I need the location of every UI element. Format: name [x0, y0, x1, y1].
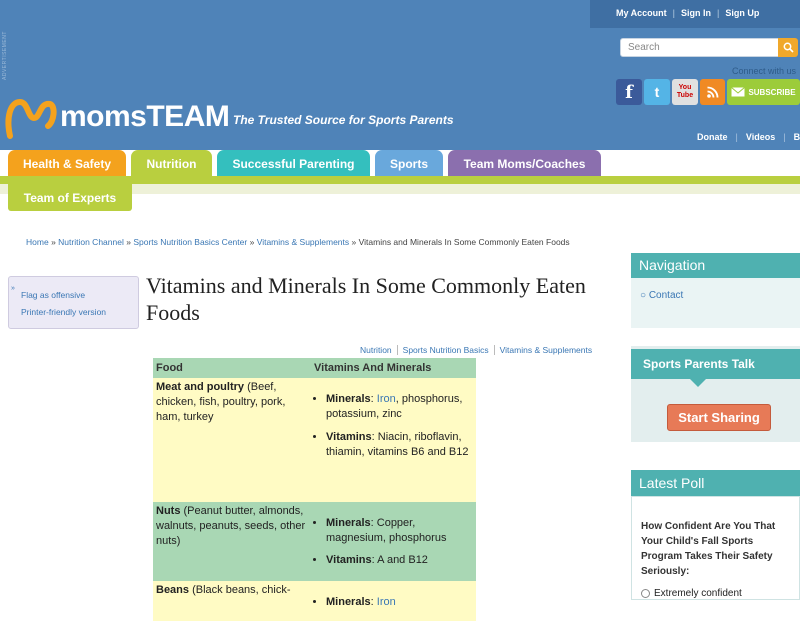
separator: |: [717, 8, 720, 18]
vitamins-label: Vitamins: [326, 431, 372, 443]
poll-radio[interactable]: [641, 589, 650, 598]
navigation-block: [631, 278, 800, 328]
rss-icon[interactable]: [700, 79, 725, 105]
tag-vitamins-supplements[interactable]: Vitamins & Supplements: [494, 345, 597, 355]
connect-label: Connect with us: [732, 66, 797, 76]
separator: |: [735, 132, 738, 142]
twitter-icon[interactable]: t: [644, 79, 670, 105]
article-tags: [355, 345, 597, 355]
nav-contact-link[interactable]: ○ Contact: [640, 290, 684, 301]
nav-contact-label: Contact: [648, 290, 684, 301]
envelope-icon: [731, 87, 745, 97]
sports-parents-talk-heading: Sports Parents Talk: [631, 349, 800, 379]
minerals-values: , phosphorus, potassium, zinc: [326, 393, 463, 420]
minerals-label: Minerals: [326, 393, 371, 405]
heading-pointer: [690, 379, 706, 387]
breadcrumb: [26, 237, 570, 247]
list-item: [326, 516, 476, 546]
logo-wordmark: [60, 100, 229, 134]
breadcrumb-separator: »: [351, 237, 357, 247]
poll-question: How Confident Are You That Your Child's Fall Sports Program Takes Their Safety Seriously:: [641, 521, 776, 577]
tab-nutrition[interactable]: Nutrition: [131, 150, 212, 178]
start-sharing-button[interactable]: Start Sharing: [667, 404, 771, 431]
column-header-vitamins: Vitamins And Minerals: [314, 362, 432, 374]
minerals-label: Minerals: [326, 596, 371, 608]
table-row: [153, 502, 476, 581]
my-account-link[interactable]: My Account: [616, 8, 667, 18]
facebook-icon[interactable]: f: [616, 79, 642, 105]
nutrients-cell: [314, 378, 476, 502]
vitamins-label: Vitamins: [326, 554, 372, 566]
printer-friendly-link[interactable]: Printer-friendly version: [21, 307, 107, 317]
latest-poll-heading: Latest Poll: [631, 470, 800, 496]
breadcrumb-separator: »: [126, 237, 131, 247]
navigation-heading: Navigation: [631, 253, 800, 278]
food-cell: [153, 502, 314, 581]
food-name: Meat and poultry: [156, 381, 245, 393]
vitamins-values: : A and B12: [371, 554, 428, 566]
site-logo[interactable]: [4, 96, 229, 138]
nutrients-list: [314, 516, 476, 568]
account-links: [616, 8, 759, 18]
table-header-row: [153, 358, 476, 378]
rss-glyph: [706, 85, 720, 99]
tag-nutrition[interactable]: Nutrition: [360, 345, 392, 355]
poll-option[interactable]: [641, 588, 742, 599]
list-item: • Minerals: Iron, phosphorus, potassium, zinc: [326, 392, 476, 422]
vitamins-table: [153, 358, 476, 621]
tab-team-moms-coaches[interactable]: Team Moms/Coaches: [448, 150, 601, 178]
logo-mark: [4, 96, 58, 138]
flag-offensive-link[interactable]: Flag as offensive: [21, 290, 86, 300]
tab-team-of-experts[interactable]: Team of Experts: [8, 184, 132, 211]
breadcrumb-separator: »: [51, 237, 56, 247]
breadcrumb-home[interactable]: Home: [26, 237, 49, 247]
nutrients-cell: [314, 502, 476, 581]
breadcrumb-sports-nutrition-basics[interactable]: Sports Nutrition Basics Center: [133, 237, 248, 247]
breadcrumb-nutrition-channel[interactable]: Nutrition Channel: [58, 237, 124, 247]
food-examples: (Black beans, chick-: [189, 584, 291, 596]
nutrients-list: [314, 392, 476, 460]
table-row: [153, 378, 476, 502]
videos-link[interactable]: Videos: [745, 132, 776, 142]
search-icon: [783, 42, 794, 53]
logo-moms: moms: [60, 100, 147, 133]
tab-health-safety[interactable]: Health & Safety: [8, 150, 126, 178]
nav-bar: [0, 176, 800, 184]
breadcrumb-current: Vitamins and Minerals In Some Commonly Eaten Foods: [358, 237, 570, 247]
poll-option-label: Extremely confident: [654, 588, 742, 599]
blog-link[interactable]: Blo: [793, 132, 808, 142]
donate-link[interactable]: Donate: [697, 132, 728, 142]
food-name: Beans: [156, 584, 190, 596]
page-actions-box: [8, 276, 139, 329]
advertisement-label: ADVERTISEMENT: [2, 31, 8, 80]
search-button[interactable]: [778, 38, 798, 57]
tab-sports[interactable]: Sports: [375, 150, 443, 178]
flag-icon: »: [11, 285, 15, 292]
tag-sports-nutrition-basics[interactable]: Sports Nutrition Basics: [397, 345, 494, 355]
minerals-values: : Copper, magnesium, phosphorus: [326, 517, 447, 544]
iron-link[interactable]: Iron: [376, 596, 396, 608]
sign-up-link[interactable]: Sign Up: [725, 8, 760, 18]
food-examples: (Peanut butter, almonds, walnuts, peanuts, seeds, other nuts): [156, 505, 306, 547]
tagline: The Trusted Source for Sports Parents: [233, 113, 454, 127]
list-item: [326, 553, 476, 568]
separator: |: [783, 132, 786, 142]
tab-successful-parenting[interactable]: Successful Parenting: [217, 150, 370, 178]
search-input[interactable]: Search: [620, 38, 780, 57]
list-item: [326, 430, 476, 460]
breadcrumb-separator: »: [249, 237, 255, 247]
iron-link[interactable]: Iron: [376, 393, 396, 405]
sign-in-link[interactable]: Sign In: [681, 8, 712, 18]
food-name: Nuts: [156, 505, 181, 517]
nutrients-cell: [314, 581, 476, 621]
breadcrumb-vitamins-supplements[interactable]: Vitamins & Supplements: [256, 237, 350, 247]
subscribe-button[interactable]: [727, 79, 800, 105]
youtube-icon[interactable]: You Tube: [672, 79, 698, 105]
vitamins-values: : Niacin, riboflavin, thiamin, vitamins B6 and B12: [326, 431, 469, 458]
separator: |: [672, 8, 676, 18]
table-row: [153, 581, 476, 621]
minerals-label: Minerals: [326, 517, 371, 529]
column-header-food: Food: [156, 362, 183, 374]
list-item: • Minerals: Iron: [326, 595, 476, 610]
logo-team: TEAM: [146, 100, 230, 133]
nutrients-list: [314, 595, 476, 610]
subscribe-label: SUBSCRIBE: [748, 87, 796, 97]
page-title: Vitamins and Minerals In Some Commonly Eaten Foods: [146, 273, 586, 325]
food-examples: (Beef, chicken, fish, poultry, pork, ham, turkey: [156, 381, 286, 423]
food-cell: [153, 378, 314, 502]
food-cell: [153, 581, 314, 621]
utility-links: [697, 132, 808, 142]
